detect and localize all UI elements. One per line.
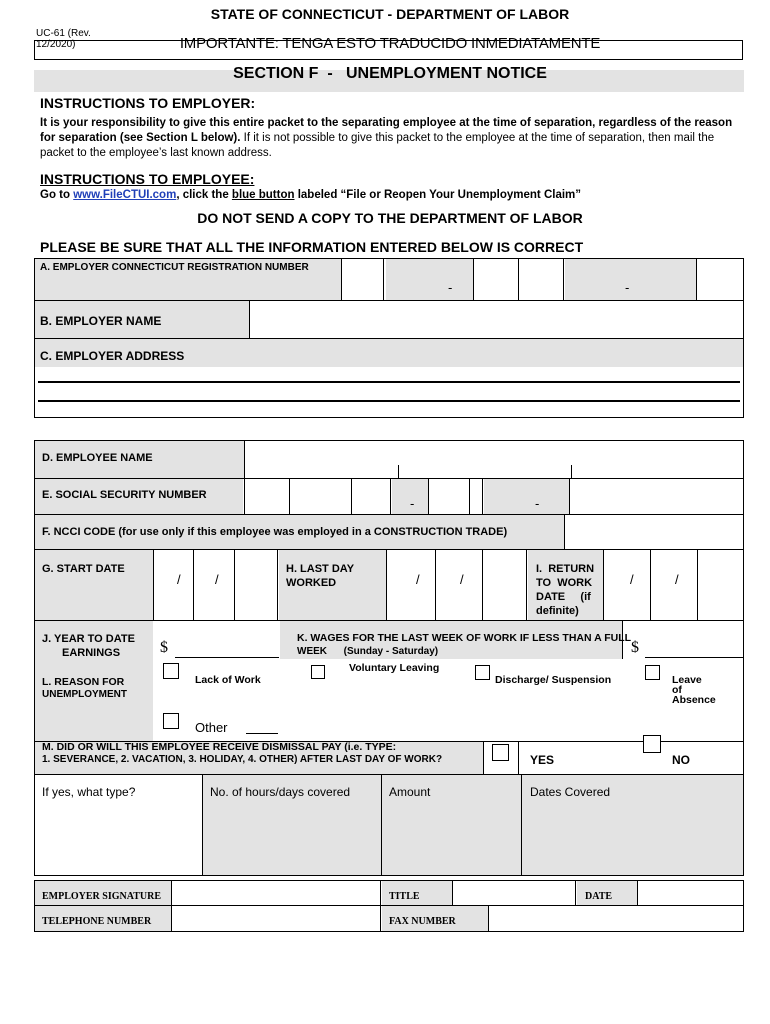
reg-dash-1: - xyxy=(448,280,453,295)
ssn-dash-2: - xyxy=(535,496,540,511)
last-day-slash-2: / xyxy=(460,572,464,587)
lack-of-work-checkbox[interactable] xyxy=(163,663,179,679)
reg-digit-2[interactable] xyxy=(386,259,474,300)
date-label: DATE xyxy=(585,891,613,902)
h-label-line2: WORKED xyxy=(286,577,337,589)
week-wages-dollar-sign: $ xyxy=(631,639,639,656)
employee-name-input[interactable] xyxy=(245,441,743,478)
ssn-dash-1: - xyxy=(410,496,415,511)
dismissal-no-label: NO xyxy=(672,753,690,767)
employer-signature-label: EMPLOYER SIGNATURE xyxy=(42,891,161,902)
start-date-mm[interactable] xyxy=(154,550,194,620)
g-label: G. START DATE xyxy=(42,563,125,575)
fax-input[interactable] xyxy=(488,906,743,931)
c-label: C. EMPLOYER ADDRESS xyxy=(40,349,185,363)
amount-label: Amount xyxy=(389,785,431,799)
voluntary-leaving-checkbox[interactable] xyxy=(311,665,325,679)
ssn-digit-8[interactable] xyxy=(571,479,743,514)
i-label-line2: TO WORK xyxy=(536,577,593,589)
i-label-line4: definite) xyxy=(536,605,579,617)
reg-digit-6[interactable] xyxy=(698,259,743,300)
fileCTUI-link[interactable]: www.FileCTUI.com xyxy=(73,189,177,201)
m-label-line1: M. DID OR WILL THIS EMPLOYEE RECEIVE DISMISSAL PAY (i.e. TYPE: xyxy=(42,741,397,753)
leave-label-line1: Leave xyxy=(672,674,702,686)
f-label: F. NCCI CODE (for use only if this employee was employed in a CONSTRUCTION TRADE) xyxy=(42,526,508,538)
important-notice: IMPORTANTE: TENGA ESTO TRADUCIDO INMEDIATAMENTE xyxy=(179,35,601,52)
i-label-line3: DATE (if xyxy=(536,591,591,603)
voluntary-leaving-label: Voluntary Leaving xyxy=(349,662,440,674)
leave-label-line3: Absence xyxy=(672,694,716,706)
employee-go-to: Go to xyxy=(40,189,74,201)
d-label: D. EMPLOYEE NAME xyxy=(42,452,153,464)
employee-end: labeled “File or Reopen Your Unemployment Claim” xyxy=(294,189,582,201)
form-code-line2: 12/2020) xyxy=(36,39,76,50)
last-day-yy[interactable] xyxy=(484,550,527,620)
a-label: A. EMPLOYER CONNECTICUT REGISTRATION NUMBER xyxy=(40,262,309,273)
employer-signature-input[interactable] xyxy=(171,881,381,905)
employer-instructions-normal: If it is not possible to give this packet to the employee at the time of separation, then mail the packet to the employee’s last known address. xyxy=(40,132,715,159)
g-label-cell xyxy=(35,550,153,620)
other-reason-input[interactable] xyxy=(246,721,278,734)
return-date-mm[interactable] xyxy=(605,550,651,620)
l-label-line2: UNEMPLOYMENT xyxy=(42,689,127,700)
j-label-line2: EARNINGS xyxy=(62,647,121,659)
employer-address-line-1[interactable] xyxy=(38,368,740,383)
employer-instructions-text xyxy=(40,116,740,161)
other-checkbox[interactable] xyxy=(163,713,179,729)
e-label: E. SOCIAL SECURITY NUMBER xyxy=(42,489,207,501)
discharge-checkbox[interactable] xyxy=(475,665,490,680)
h-label-line1: H. LAST DAY xyxy=(286,563,355,575)
telephone-label: TELEPHONE NUMBER xyxy=(42,916,152,927)
employer-instructions-heading: INSTRUCTIONS TO EMPLOYER: xyxy=(40,95,256,111)
ytd-earnings-input[interactable] xyxy=(175,640,279,658)
start-date-slash-2: / xyxy=(215,572,219,587)
dismissal-no-checkbox[interactable] xyxy=(643,735,661,753)
j-label-line1: J. YEAR TO DATE xyxy=(42,633,135,645)
m-label-line2: 1. SEVERANCE, 2. VACATION, 3. HOLIDAY, 4. OTHER) AFTER LAST DAY OF WORK? xyxy=(42,754,443,765)
employee-blue-button-text: blue button xyxy=(231,189,295,201)
form-code-line1: UC-61 (Rev. xyxy=(36,28,91,39)
ssn-digit-7[interactable] xyxy=(484,479,570,514)
employer-instructions-bold: It is your responsibility to give this entire packet to the separating employee at the time of separation, regardless of the reason for separation (see Section L below). xyxy=(40,117,733,144)
l-label-line1: L. REASON FOR xyxy=(42,676,125,688)
dismissal-yes-checkbox[interactable] xyxy=(492,744,509,761)
ssn-digit-6[interactable] xyxy=(471,479,483,514)
employer-address-line-2[interactable] xyxy=(38,386,740,402)
lack-of-work-label: Lack of Work xyxy=(195,674,261,686)
reg-digit-3[interactable] xyxy=(475,259,519,300)
state-title: STATE OF CONNECTICUT - DEPARTMENT OF LABOR xyxy=(210,6,570,22)
reg-digit-5[interactable] xyxy=(565,259,697,300)
employee-instructions-heading: INSTRUCTIONS TO EMPLOYEE: xyxy=(40,171,255,187)
other-label: Other xyxy=(195,720,228,735)
date-input[interactable] xyxy=(637,881,743,905)
return-date-yy[interactable] xyxy=(699,550,743,620)
ssn-digit-1[interactable] xyxy=(245,479,290,514)
return-date-slash-2: / xyxy=(675,572,679,587)
i-label-line1: I. RETURN xyxy=(536,563,595,575)
employer-name-input[interactable] xyxy=(250,301,743,338)
reg-digit-4[interactable] xyxy=(520,259,564,300)
last-day-slash-1: / xyxy=(416,572,420,587)
fax-label: FAX NUMBER xyxy=(389,916,456,927)
reg-dash-2: - xyxy=(625,280,630,295)
title-input[interactable] xyxy=(452,881,576,905)
k-label-line1: K. WAGES FOR THE LAST WEEK OF WORK IF LESS THAN A FULL xyxy=(297,632,632,644)
please-be-sure-notice: PLEASE BE SURE THAT ALL THE INFORMATION ENTERED BELOW IS CORRECT xyxy=(40,239,584,255)
leave-of-absence-checkbox[interactable] xyxy=(645,665,660,680)
ytd-dollar-sign: $ xyxy=(160,639,168,656)
hours-days-label: No. of hours/days covered xyxy=(210,785,351,799)
employee-mid: , click the xyxy=(176,189,232,201)
leave-label-line2: of xyxy=(672,684,682,696)
start-date-slash-1: / xyxy=(177,572,181,587)
return-date-slash-1: / xyxy=(630,572,634,587)
week-wages-input[interactable] xyxy=(645,640,743,658)
ssn-digit-5[interactable] xyxy=(430,479,470,514)
dates-covered-label: Dates Covered xyxy=(530,785,611,799)
dismissal-yes-label: YES xyxy=(530,753,555,767)
reg-digit-1[interactable] xyxy=(342,259,384,300)
discharge-label: Discharge/ Suspension xyxy=(495,674,612,686)
ssn-digit-2[interactable] xyxy=(291,479,352,514)
do-not-send-notice: DO NOT SEND A COPY TO THE DEPARTMENT OF LABOR xyxy=(197,210,583,226)
b-label: B. EMPLOYER NAME xyxy=(40,314,162,328)
title-label: TITLE xyxy=(389,891,420,902)
section-title: SECTION F - UNEMPLOYMENT NOTICE xyxy=(233,65,547,82)
start-date-yy[interactable] xyxy=(236,550,278,620)
k-label-line2: WEEK (Sunday - Saturday) xyxy=(297,646,439,657)
last-day-mm[interactable] xyxy=(388,550,436,620)
ssn-digit-3[interactable] xyxy=(353,479,391,514)
ncci-code-input[interactable] xyxy=(565,515,743,549)
telephone-input[interactable] xyxy=(171,906,381,931)
employee-instructions-text xyxy=(40,189,581,201)
if-yes-type-label: If yes, what type? xyxy=(42,785,136,799)
